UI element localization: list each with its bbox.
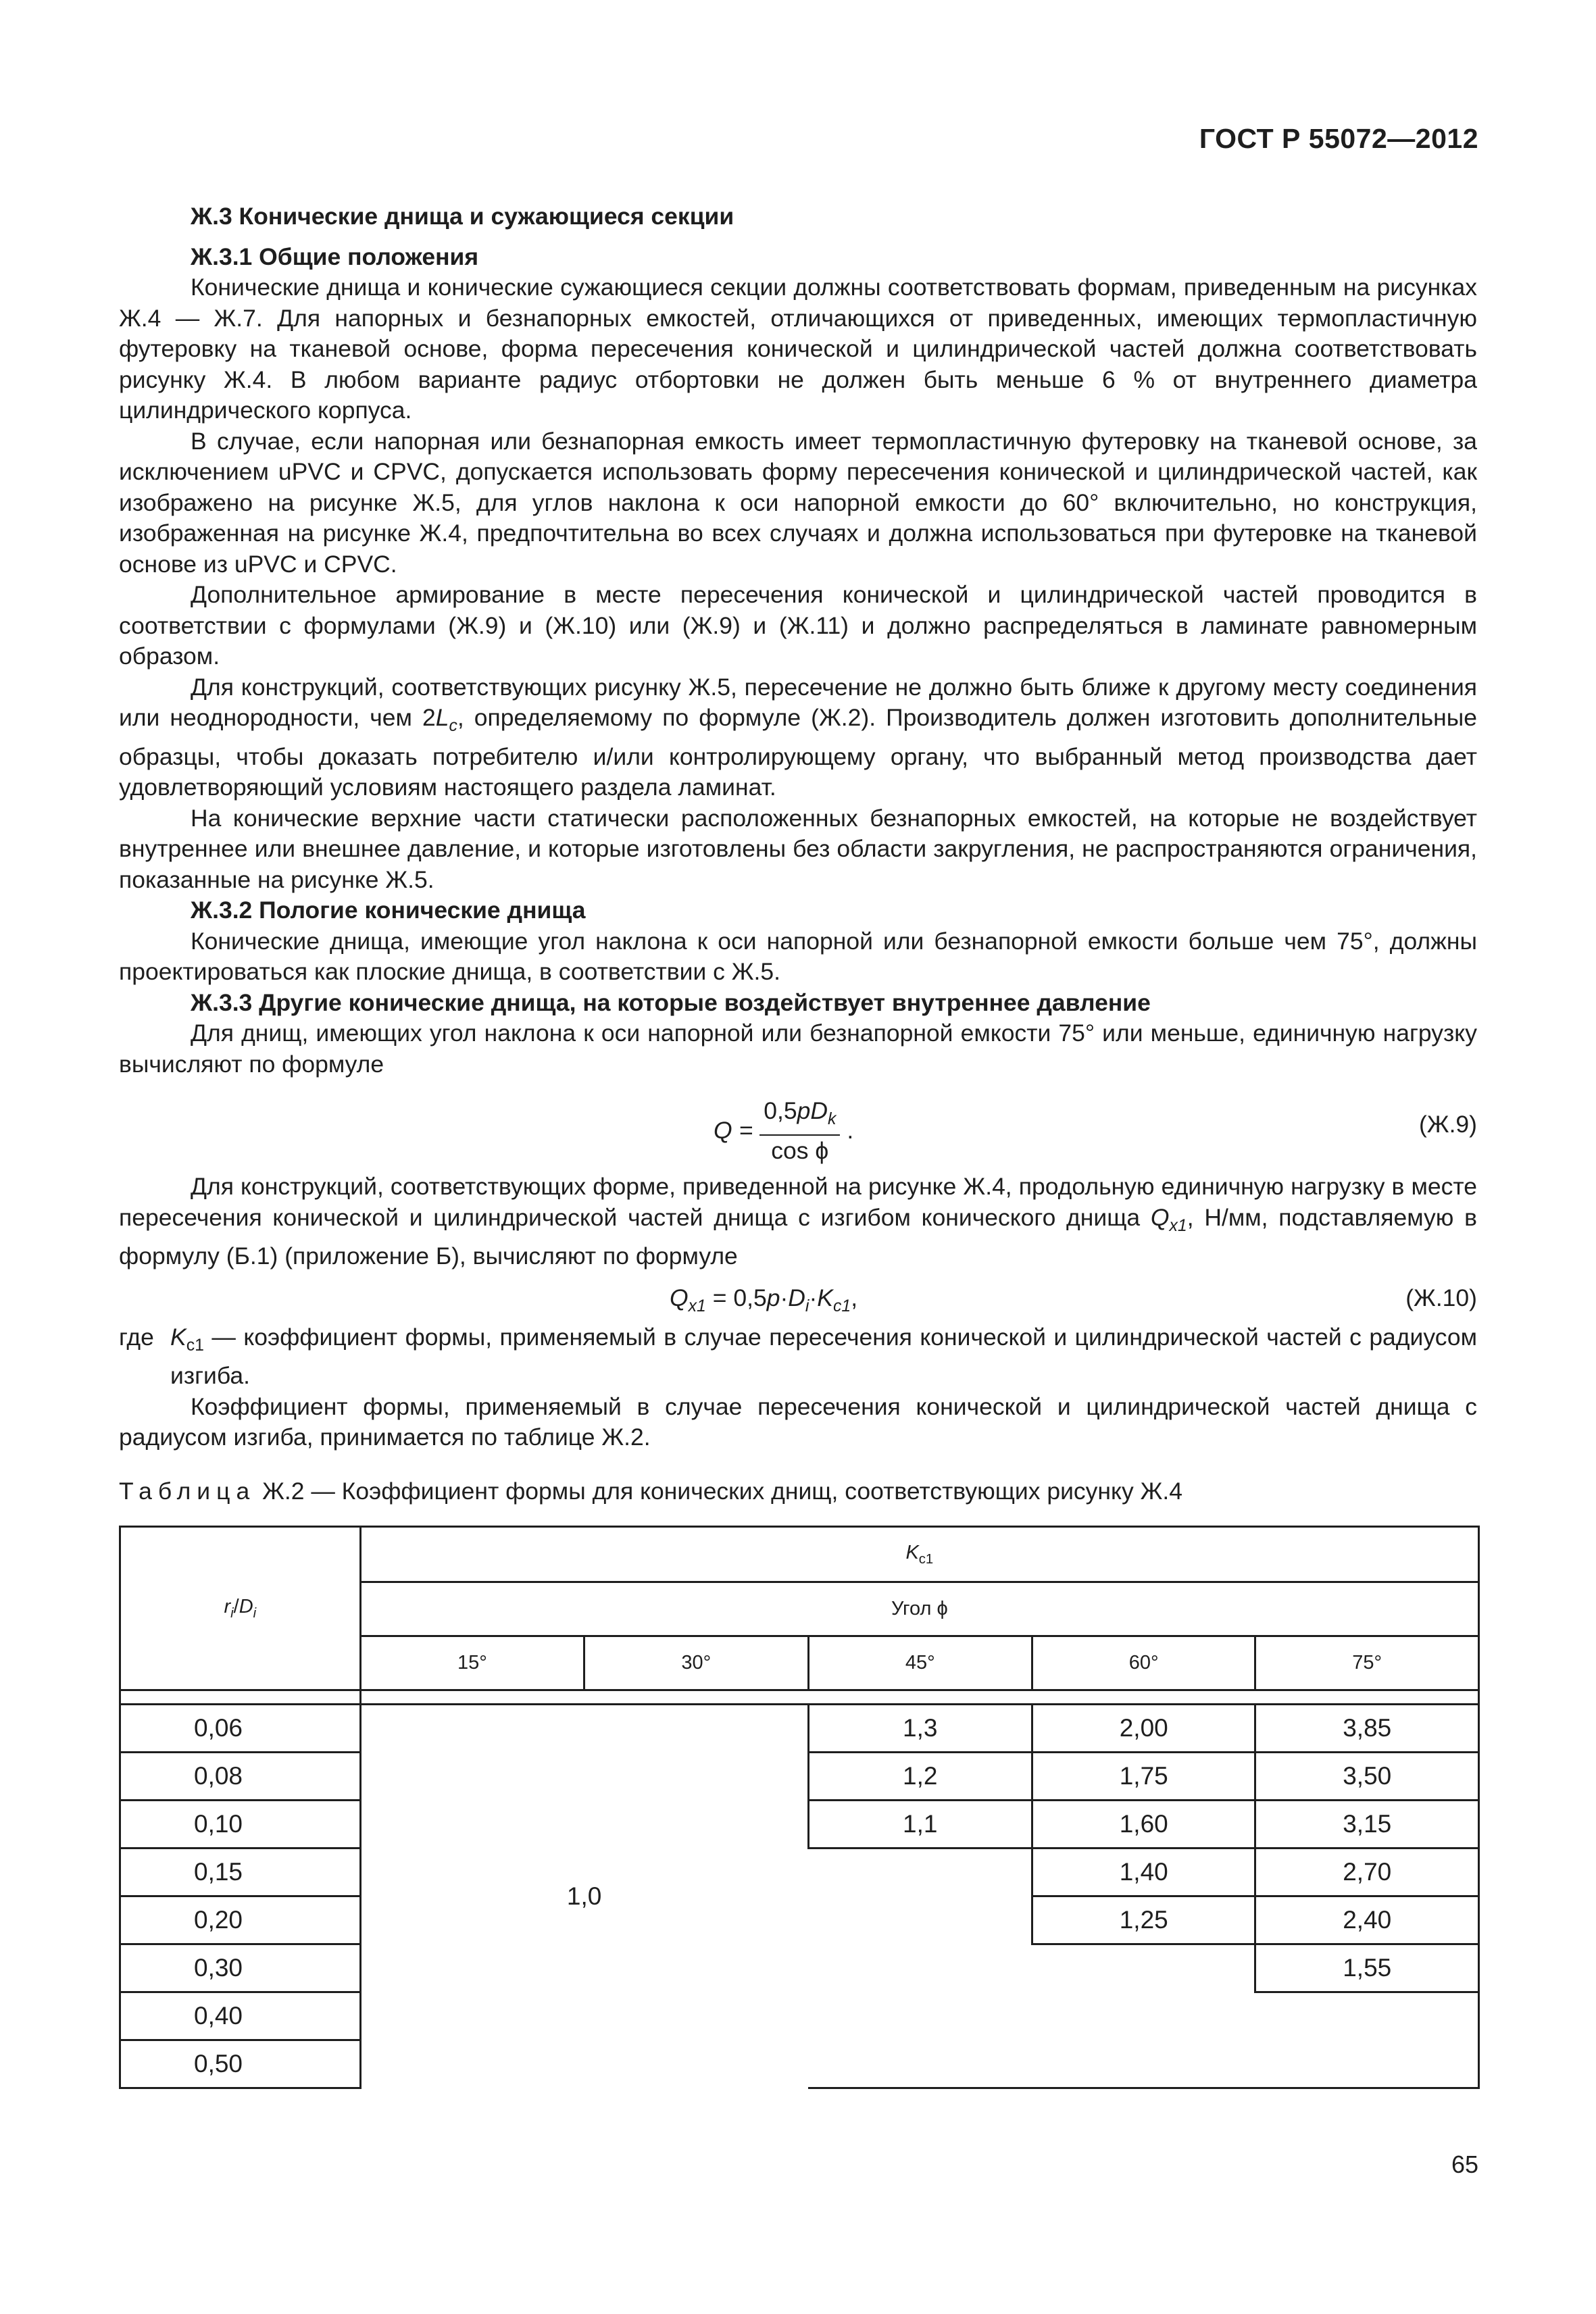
table-row-label: 0,50 xyxy=(120,2040,361,2088)
table-row-label: 0,40 xyxy=(120,1992,361,2040)
table-caption: Таблица Ж.2 — Коэффициент формы для конических днищ, соответствующих рисунку Ж.4 xyxy=(119,1478,1182,1505)
paragraph-3: Дополнительное армирование в месте пересечения конической и цилиндрической частей проводится в соответствии с формулами (Ж.9) и (Ж.10) или (Ж.9) и (Ж.11) и должно распределяться в ламинате равномерным образом. xyxy=(119,581,1477,670)
formula-number: (Ж.9) xyxy=(1418,1111,1477,1138)
angle-30: 30° xyxy=(584,1636,808,1690)
paragraph-8: Для конструкций, соответствующих форме, приведенной на рисунке Ж.4, продольную единичную нагрузку в месте пересечения конической и цилиндрической частей днища с изгибом конического днища $Q_{x1}$, Н/мм, подставляемую в формулу (Б.1) (приложение Б), вычисляют по формуле xyxy=(119,1173,1477,1270)
empty-cell xyxy=(1255,2040,1479,2088)
paragraph-9: Коэффициент формы, применяемый в случае пересечения конической и цилиндрической частей днища с радиусом изгиба, принимается по таблице Ж.2. xyxy=(119,1392,1477,1451)
angle-15: 15° xyxy=(360,1636,584,1690)
table-row-label: 0,10 xyxy=(120,1801,361,1848)
empty-cell xyxy=(1032,1992,1255,2040)
column-header-angle: Угол ϕ xyxy=(360,1582,1478,1636)
merged-value-cell: 1,0 xyxy=(360,1705,808,2088)
table-cell: 2,40 xyxy=(1255,1896,1479,1944)
column-header-ri-di: $r_i/D_i$ xyxy=(120,1527,361,1690)
table-cell: 1,40 xyxy=(1032,1848,1255,1896)
empty-cell xyxy=(808,1944,1032,1992)
table-row-label: 0,30 xyxy=(120,1944,361,1992)
table-cell: 2,00 xyxy=(1032,1705,1255,1753)
paragraph-2: В случае, если напорная или безнапорная емкость имеет термопластичную футеровку на тканевой основе, за исключением uPVC и CPVC, допускается использовать форму пересечения конической и цилиндрической частей, как изображено на рисунке Ж.5, для углов наклона к оси напорной емкости до 60° включительно, но конструкция, изображенная на рисунке Ж.4, предпочтительна во всех случаях и должна использоваться при футеровке на тканевой основе из uPVC и CPVC. xyxy=(119,427,1477,578)
formula-lhs: Q = xyxy=(714,1116,753,1144)
formula-zh9: Q = $\frac{0,5pD_k}{\text{cos ϕ}}$ . (Ж.9) xyxy=(714,1097,1477,1165)
empty-cell xyxy=(1032,2040,1255,2088)
paragraph-4: Для конструкций, соответствующих рисунку Ж.5, пересечение не должно быть ближе к другому месту соединения или неоднородности, чем $2L_c$, определяемому по формуле (Ж.2). Производитель должен изготовить дополнительные образцы, чтобы доказать потребителю и/или контролирующему органу, что выбранный метод производства дает удовлетворяющий условиям настоящего раздела ламинат. xyxy=(119,673,1477,801)
formula-zh10: $Q_{x1} = 0,5p\cdot D_i\cdot K_{c1}$, (Ж.10) xyxy=(670,1284,1477,1315)
page-number: 65 xyxy=(1451,2150,1478,2178)
document-body xyxy=(119,201,1477,1453)
table-row-label: 0,06 xyxy=(120,1705,361,1753)
angle-45: 45° xyxy=(808,1636,1032,1690)
table-cell: 1,75 xyxy=(1032,1753,1255,1801)
empty-cell xyxy=(1032,1944,1255,1992)
coefficient-table xyxy=(119,1526,1480,2089)
empty-cell xyxy=(808,1848,1032,1896)
empty-cell xyxy=(808,1896,1032,1944)
table-row-label: 0,15 xyxy=(120,1848,361,1896)
standard-designation: ГОСТ Р 55072—2012 xyxy=(1199,123,1478,154)
empty-cell xyxy=(808,1992,1032,2040)
angle-75: 75° xyxy=(1255,1636,1479,1690)
empty-cell xyxy=(808,2040,1032,2088)
table-cell: 1,55 xyxy=(1255,1944,1479,1992)
table-cell: 1,60 xyxy=(1032,1801,1255,1848)
table-cell: 1,25 xyxy=(1032,1896,1255,1944)
subsection-title-1: Ж.3.1 Общие положения xyxy=(191,243,479,270)
table-cell: 3,50 xyxy=(1255,1753,1479,1801)
formula-number: (Ж.10) xyxy=(1405,1284,1477,1311)
table-row-label: 0,08 xyxy=(120,1753,361,1801)
table-cell: 1,2 xyxy=(808,1753,1032,1801)
table-cell: 3,15 xyxy=(1255,1801,1479,1848)
subsection-title-3: Ж.3.3 Другие конические днища, на которые воздействует внутреннее давление xyxy=(191,988,1151,1016)
angle-60: 60° xyxy=(1032,1636,1255,1690)
column-header-kc1: $K_{c1}$ xyxy=(360,1527,1478,1582)
paragraph-5: На конические верхние части статически расположенных безнапорных емкостей, на которые не воздействует внутреннее или внешнее давление, и которые изготовлены без области закругления, не распространяются ограничения, показанные на рисунке Ж.5. xyxy=(119,804,1477,893)
table-cell: 1,1 xyxy=(808,1801,1032,1848)
paragraph-1: Конические днища и конические сужающиеся секции должны соответствовать формам, приведенным на рисунках Ж.4 — Ж.7. Для напорных и безнапорных емкостей, отличающихся от приведенных, имеющих термопластичную футеровку на тканевой основе, форма пересечения конической и цилиндрической частей должна соответствовать рисунку Ж.4. В любом варианте радиус отбортовки не должен быть меньше 6 % от внутреннего диаметра цилиндрического корпуса. xyxy=(119,274,1477,424)
table-cell: 2,70 xyxy=(1255,1848,1479,1896)
where-clause: где $K_{c1}$ — коэффициент формы, применяемый в случае пересечения конической и цилиндрической частей с радиусом изгиба. xyxy=(119,1323,1477,1390)
table-cell: 3,85 xyxy=(1255,1705,1479,1753)
paragraph-6: Конические днища, имеющие угол наклона к оси напорной или безнапорной емкости больше чем 75°, должны проектироваться как плоские днища, в соответствии с Ж.5. xyxy=(119,927,1477,986)
table-row-label: 0,20 xyxy=(120,1896,361,1944)
formula-fraction: $\frac{0,5pD_k}{\text{cos ϕ}}$ xyxy=(759,1097,840,1164)
paragraph-7: Для днищ, имеющих угол наклона к оси напорной или безнапорной емкости 75° или меньше, единичную нагрузку вычисляют по формуле xyxy=(119,1020,1477,1078)
subsection-title-2: Ж.3.2 Пологие конические днища xyxy=(191,897,586,924)
section-title: Ж.3 Конические днища и сужающиеся секции xyxy=(191,203,734,230)
empty-cell xyxy=(1255,1992,1479,2040)
table-cell: 1,3 xyxy=(808,1705,1032,1753)
